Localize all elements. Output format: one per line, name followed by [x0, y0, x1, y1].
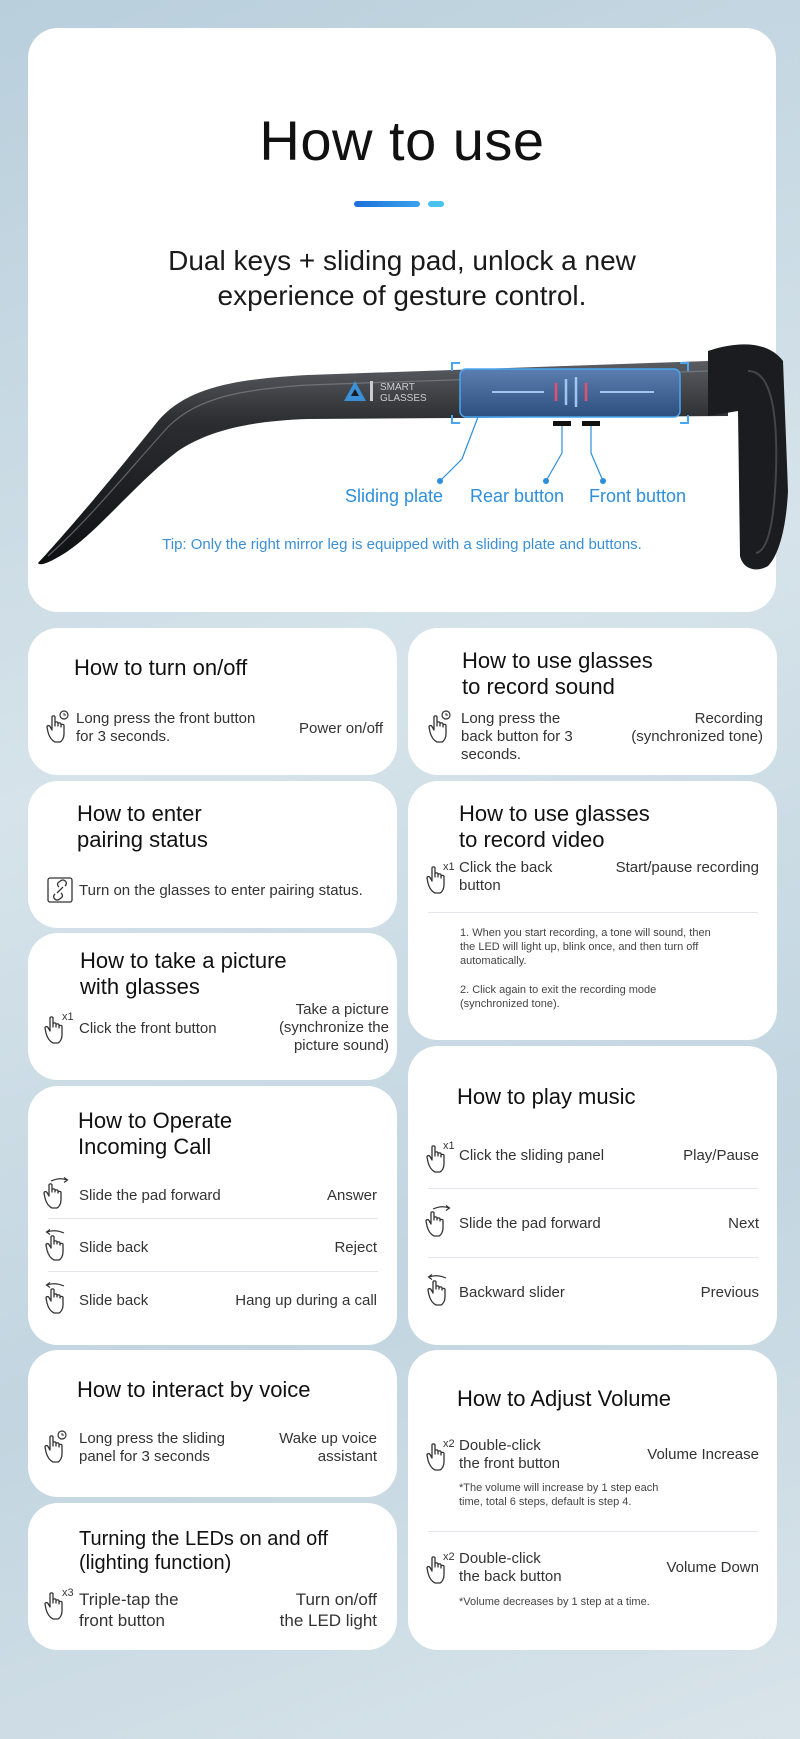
music-row-2-result: Next: [728, 1215, 759, 1232]
tap-count-badge: x1: [62, 1011, 74, 1023]
callout-front-button: Front button: [589, 486, 687, 506]
divider: [428, 1531, 758, 1532]
front-button: [582, 421, 600, 426]
slide-back-hand-icon: [424, 1273, 454, 1307]
music-row-3-action: Backward slider: [459, 1284, 565, 1301]
call-row-2-action: Slide back: [79, 1239, 149, 1256]
card-title: How to enter pairing status: [77, 801, 208, 852]
volume-up-note: *The volume will increase by 1 step each time, total 6 steps, default is step 4.: [459, 1482, 659, 1508]
rear-button: [553, 421, 571, 426]
card-incoming-call: [28, 1086, 397, 1345]
action-text: Long press the front button for 3 seconds.: [76, 710, 256, 745]
tap-count-badge: x1: [443, 1140, 455, 1152]
slide-forward-hand-icon: [424, 1204, 454, 1238]
card-voice: [28, 1350, 397, 1497]
music-row-1-action: Click the sliding panel: [459, 1147, 605, 1164]
result-text: Turn on/off the LED light: [279, 1590, 377, 1630]
result-text: Take a picture (synchronize the picture sound): [278, 1001, 389, 1054]
result-text: Wake up voice assistant: [279, 1430, 377, 1465]
brand-text-line-2: GLASSES: [380, 393, 427, 404]
hero-subtitle-line-1: Dual keys + sliding pad, unlock a new: [168, 245, 636, 276]
slide-back-hand-icon: [42, 1228, 72, 1262]
long-press-hand-icon: [42, 1430, 72, 1464]
divider: [428, 912, 758, 913]
music-row-2-action: Slide the pad forward: [459, 1215, 601, 1232]
call-row-3-action: Slide back: [79, 1292, 149, 1309]
callout-sliding-plate: Sliding plate: [345, 486, 444, 506]
result-text: Start/pause recording: [615, 859, 759, 876]
card-title: How to take a picture with glasses: [80, 948, 287, 999]
call-row-2-result: Reject: [334, 1239, 377, 1256]
tap-count-badge: x2: [443, 1551, 455, 1563]
music-row-3-result: Previous: [700, 1284, 759, 1301]
volume-down-note: *Volume decreases by 1 step at a time.: [459, 1596, 650, 1608]
card-record-sound: [408, 628, 777, 775]
card-title: How to use glasses to record video: [459, 801, 650, 852]
hero-tip: Tip: Only the right mirror leg is equipped with a sliding plate and buttons.: [162, 536, 642, 553]
divider: [48, 1271, 378, 1272]
title-divider: [354, 201, 446, 207]
card-volume: [408, 1350, 777, 1650]
result-text: Recording (synchronized tone): [631, 710, 763, 745]
video-note-2: 2. Click again to exit the recording mode (synchronized tone).: [460, 984, 657, 1010]
card-title: How to Operate Incoming Call: [78, 1108, 233, 1159]
brand-text-line-1: SMART: [380, 382, 415, 393]
card-record-video: [408, 781, 777, 1040]
divider: [48, 1218, 378, 1219]
long-press-hand-icon: [44, 710, 74, 744]
tap-count-badge: x2: [443, 1438, 455, 1450]
action-text: Triple-tap the front button: [79, 1590, 179, 1630]
volume-down-result: Volume Down: [666, 1559, 759, 1576]
divider: [428, 1257, 758, 1258]
tap-count-badge: x3: [62, 1587, 74, 1599]
card-title: How to use glasses to record sound: [462, 648, 653, 699]
hero-card: [28, 28, 776, 612]
glasses-temple-illustration: [8, 341, 800, 621]
callout-rear-button: Rear button: [470, 486, 565, 506]
card-title: Turning the LEDs on and off (lighting function): [79, 1528, 329, 1574]
volume-down-action: Double-click the back button: [459, 1550, 562, 1585]
call-row-1-result: Answer: [326, 1187, 377, 1204]
page-title: How to use: [259, 109, 545, 172]
call-row-1-action: Slide the pad forward: [79, 1187, 221, 1204]
action-text: Click the back button: [459, 859, 553, 894]
action-text: Long press the sliding panel for 3 seconds: [79, 1430, 225, 1465]
action-text: Turn on the glasses to enter pairing status.: [79, 882, 363, 899]
hero-subtitle-line-2: experience of gesture control.: [217, 280, 587, 311]
slide-forward-hand-icon: [42, 1176, 72, 1210]
tap-count-badge: x1: [443, 861, 455, 873]
card-led: [28, 1503, 397, 1650]
divider: [428, 1188, 758, 1189]
action-text: Click the front button: [79, 1020, 217, 1037]
card-title: How to Adjust Volume: [457, 1386, 672, 1411]
call-row-3-result: Hang up during a call: [235, 1292, 377, 1309]
long-press-hand-icon: [426, 710, 456, 744]
card-title: How to turn on/off: [74, 655, 248, 680]
action-text: Long press the back button for 3 seconds.: [461, 710, 573, 763]
music-row-1-result: Play/Pause: [683, 1147, 759, 1164]
result-text: Power on/off: [299, 720, 383, 737]
video-note-1: 1. When you start recording, a tone will sound, then the LED will light up, blink once, and then turn off automatically.: [460, 927, 711, 967]
card-pairing: [28, 781, 397, 928]
card-take-picture: [28, 933, 397, 1080]
slide-back-hand-icon: [42, 1281, 72, 1315]
card-music: [408, 1046, 777, 1345]
hero-subtitle: [88, 243, 716, 313]
card-title: How to play music: [457, 1084, 636, 1109]
volume-up-result: Volume Increase: [647, 1446, 759, 1463]
card-title: How to interact by voice: [77, 1377, 311, 1402]
card-power: [28, 628, 397, 775]
volume-up-action: Double-click the front button: [459, 1437, 560, 1472]
link-icon: [46, 873, 76, 907]
